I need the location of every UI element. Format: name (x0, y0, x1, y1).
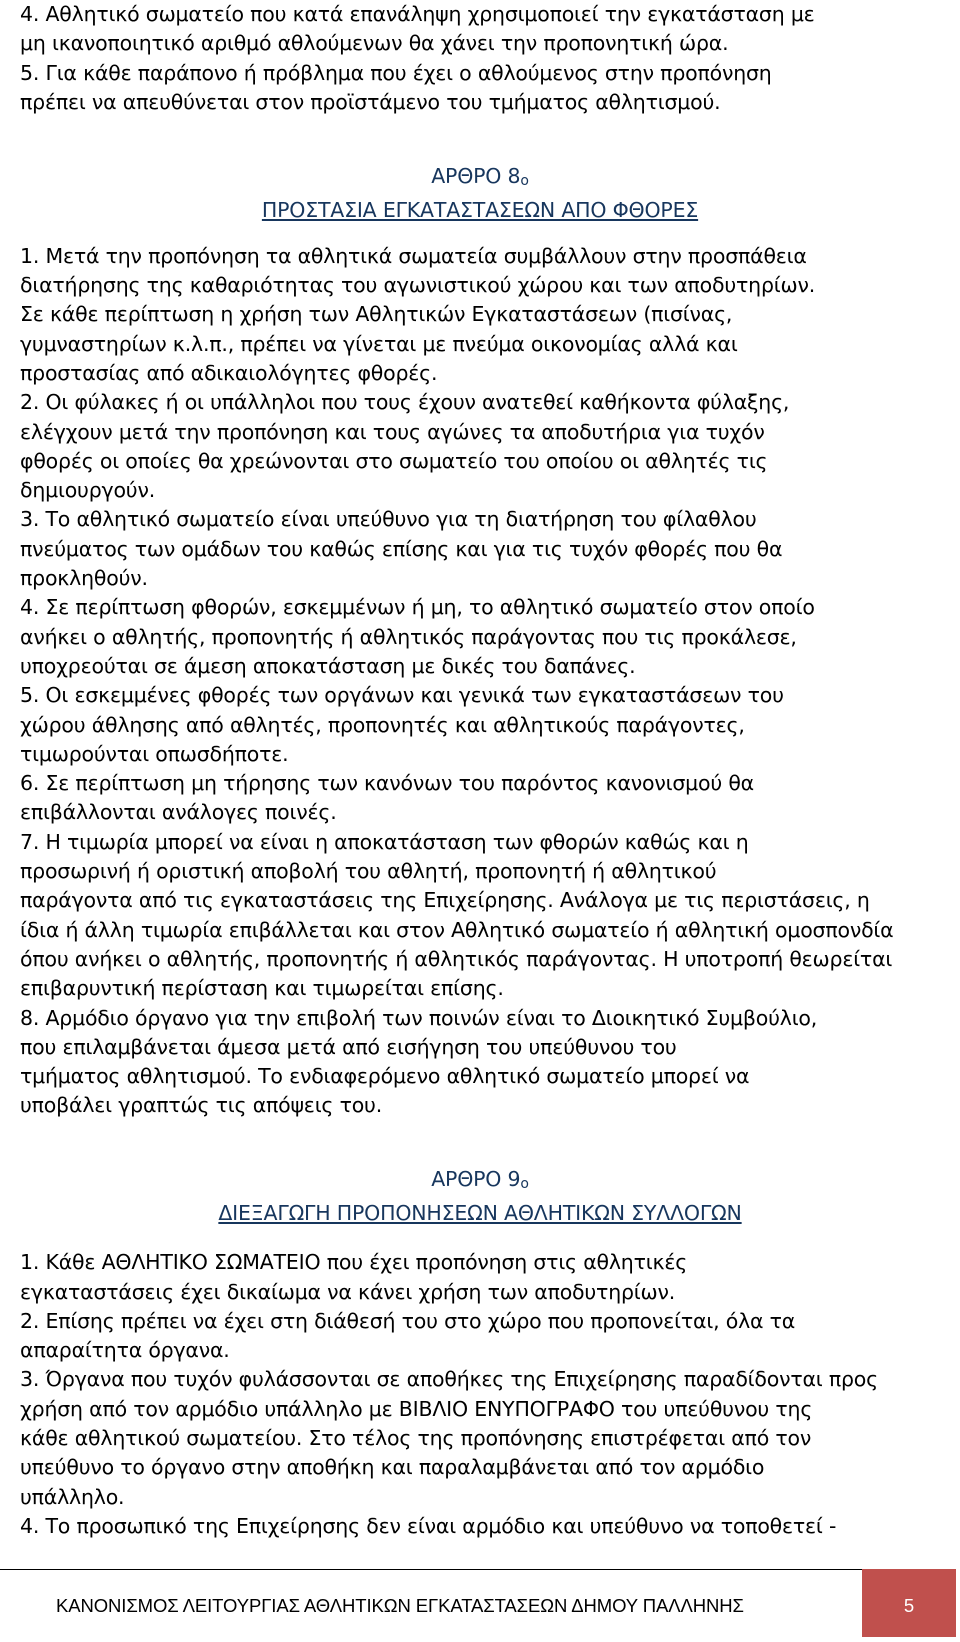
page-content (20, 0, 940, 1541)
article-9-number: ΑΡΘΡΟ 9ο (431, 1166, 529, 1192)
article-9-body (20, 1248, 940, 1541)
text-line: Σε κάθε περίπτωση η χρήση των Αθλητικών Εγκαταστάσεων (πισίνας, (20, 302, 733, 327)
text-line: κάθε αθλητικού σωματείου. Στο τέλος της προπόνησης επιστρέφεται από τον (20, 1426, 812, 1451)
footer-divider (0, 1569, 862, 1570)
text-line: 2. Οι φύλακες ή οι υπάλληλοι που τους έχουν ανατεθεί καθήκοντα φύλαξης, (20, 390, 790, 415)
text-line: δημιουργούν. (20, 478, 156, 503)
text-line: μη ικανοποιητικό αριθμό αθλούμενων θα χάνει την προπονητική ώρα. (20, 31, 729, 56)
text-line: υπάλληλο. (20, 1484, 125, 1509)
page-footer (0, 1569, 960, 1639)
text-line: 6. Σε περίπτωση μη τήρησης των κανόνων του παρόντος κανονισμού θα (20, 771, 754, 796)
text-line: που επιλαμβάνεται άμεσα μετά από εισήγηση του υπεύθυνου του (20, 1034, 677, 1059)
text-line: φθορές οι οποίες θα χρεώνονται στο σωματείο του οποίου οι αθλητές τις (20, 448, 768, 473)
text-line: γυμναστηρίων κ.λ.π., πρέπει να γίνεται με πνεύμα οικονομίας αλλά και (20, 331, 738, 356)
text-line: απαραίτητα όργανα. (20, 1338, 230, 1363)
text-line: επιβαρυντική περίσταση και τιμωρείται επίσης. (20, 976, 504, 1001)
text-line: 5. Για κάθε παράπονο ή πρόβλημα που έχει ο αθλούμενος στην προπόνηση (20, 60, 772, 85)
text-line: χρήση από τον αρμόδιο υπάλληλο με ΒΙΒΛΙΟ ΕΝΥΠΟΓΡΑΦΟ του υπεύθυνου της (20, 1396, 813, 1421)
article-9-title: ΔΙΕΞΑΓΩΓΗ ΠΡΟΠΟΝΗΣΕΩΝ ΑΘΛΗΤΙΚΩΝ ΣΥΛΛΟΓΩΝ (218, 1200, 742, 1225)
text-line: χώρου άθλησης από αθλητές, προπονητές και αθλητικούς παράγοντες, (20, 712, 745, 737)
text-line: 4. Το προσωπικό της Επιχείρησης δεν είναι αρμόδιο και υπεύθυνο να τοποθετεί - (20, 1513, 837, 1538)
article-9-heading (20, 1165, 940, 1229)
article-8-number: ΑΡΘΡΟ 8ο (431, 164, 529, 190)
text-line: ίδια ή άλλη τιμωρία επιβάλλεται και στον Αθλητικό σωματείο ή αθλητική ομοσπονδία (20, 917, 894, 942)
text-line: υποβάλει γραπτώς τις απόψεις του. (20, 1093, 383, 1118)
text-line: 7. Η τιμωρία μπορεί να είναι η αποκατάσταση των φθορών καθώς και η (20, 829, 749, 854)
text-line: παράγοντα από τις εγκαταστάσεις της Επιχείρησης. Ανάλογα με τις περιστάσεις, η (20, 888, 870, 913)
text-line: 4. Σε περίπτωση φθορών, εσκεμμένων ή μη, το αθλητικό σωματείο στον οποίο (20, 595, 815, 620)
text-line: 4. Αθλητικό σωματείο που κατά επανάληψη χρησιμοποιεί την εγκατάσταση με (20, 2, 815, 26)
page-number: 5 (903, 1595, 915, 1616)
text-line: 1. Μετά την προπόνηση τα αθλητικά σωματεία συμβάλλουν στην προσπάθεια (20, 243, 807, 268)
text-line: ανήκει ο αθλητής, προπονητής ή αθλητικός παράγοντας που τις προκάλεσε, (20, 624, 797, 649)
text-line: πνεύματος των ομάδων του καθώς επίσης και για τις τυχόν φθορές που θα (20, 536, 783, 561)
page-number-box (862, 1569, 956, 1637)
text-line: διατήρησης της καθαριότητας του αγωνιστικού χώρου και των αποδυτηρίων. (20, 273, 816, 298)
text-line: όπου ανήκει ο αθλητής, προπονητής ή αθλητικός παράγοντας. Η υποτροπή θεωρείται (20, 946, 893, 971)
text-line: τιμωρούνται οπωσδήποτε. (20, 741, 289, 766)
text-line: ελέγχουν μετά την προπόνηση και τους αγώνες τα αποδυτήρια για τυχόν (20, 419, 765, 444)
text-line: προσωρινή ή οριστική αποβολή του αθλητή, προπονητή ή αθλητικού (20, 859, 717, 884)
article-8-heading (20, 162, 940, 226)
intro-paragraph (20, 0, 940, 117)
text-line: προστασίας από αδικαιολόγητες φθορές. (20, 360, 438, 385)
text-line: 2. Επίσης πρέπει να έχει στη διάθεσή του στο χώρο που προπονείται, όλα τα (20, 1308, 796, 1333)
article-8-title: ΠΡΟΣΤΑΣΙΑ ΕΓΚΑΤΑΣΤΑΣΕΩΝ ΑΠΟ ΦΘΟΡΕΣ (261, 198, 699, 223)
text-line: εγκαταστάσεις έχει δικαίωμα να κάνει χρήση των αποδυτηρίων. (20, 1279, 676, 1304)
text-line: 8. Αρμόδιο όργανο για την επιβολή των ποινών είναι το Διοικητικό Συμβούλιο, (20, 1005, 818, 1030)
article-8-body (20, 242, 940, 1121)
text-line: προκληθούν. (20, 566, 148, 591)
footer-title: ΚΑΝΟΝΙΣΜΟΣ ΛΕΙΤΟΥΡΓΙΑΣ ΑΘΛΗΤΙΚΩΝ ΕΓΚΑΤΑΣΤΑΣΕΩΝ ΔΗΜΟΥ ΠΑΛΛΗΝΗΣ (56, 1595, 744, 1616)
text-line: τμήματος αθλητισμού. Το ενδιαφερόμενο αθλητικό σωματείο μπορεί να (20, 1064, 750, 1089)
text-line: 1. Κάθε ΑΘΛΗΤΙΚΟ ΣΩΜΑΤΕΙΟ που έχει προπόνηση στις αθλητικές (20, 1250, 688, 1275)
text-line: επιβάλλονται ανάλογες ποινές. (20, 800, 337, 825)
text-line: 3. Όργανα που τυχόν φυλάσσονται σε αποθήκες της Επιχείρησης παραδίδονται προς (20, 1367, 878, 1392)
text-line: πρέπει να απευθύνεται στον προϊστάμενο του τμήματος αθλητισμού. (20, 89, 721, 114)
text-line: 5. Οι εσκεμμένες φθορές των οργάνων και γενικά των εγκαταστάσεων του (20, 683, 784, 708)
text-line: υπεύθυνο το όργανο στην αποθήκη και παραλαμβάνεται από τον αρμόδιο (20, 1455, 765, 1480)
text-line: 3. Το αθλητικό σωματείο είναι υπεύθυνο για τη διατήρηση του φίλαθλου (20, 507, 757, 532)
text-line: υποχρεούται σε άμεση αποκατάσταση με δικές του δαπάνες. (20, 653, 636, 678)
